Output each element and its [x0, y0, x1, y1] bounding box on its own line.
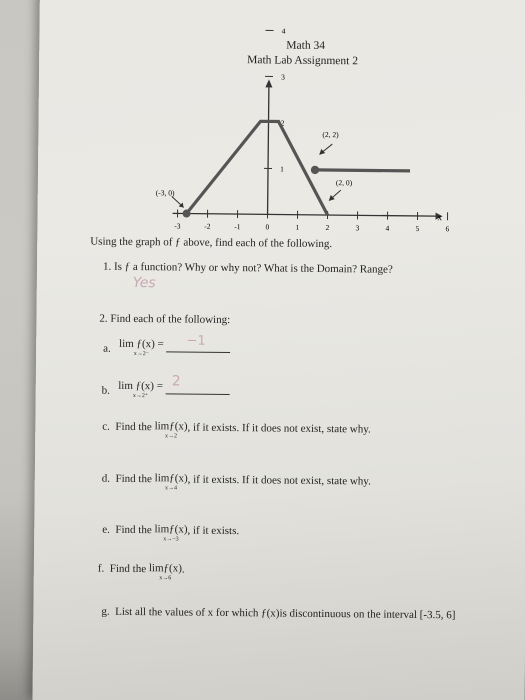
x-ticks [174, 209, 449, 233]
answer-blank [166, 373, 230, 395]
horizontal-segment [315, 170, 410, 171]
question-2 [99, 313, 230, 326]
y-tick-label: 1 [280, 164, 284, 174]
question-2b: b. lim ƒ(x) = x→2⁺ 2 [102, 381, 230, 400]
limit-expression: limƒ(x) x→2 [154, 420, 188, 440]
assignment-title: Math Lab Assignment 2 [247, 54, 359, 68]
instructions-text: Using the graph of ƒ above, find each of the following. [90, 235, 333, 251]
question-2g: g. List all the values of x for which ƒ(x)is discontinuous on the interval [-3.5, 6] [101, 605, 456, 622]
handwritten-answer-q1: Yes [132, 274, 156, 292]
label-minus3-0: (-3, 0) [155, 188, 175, 198]
x-tick-label: -2 [204, 221, 211, 231]
y-axis [264, 79, 272, 214]
x-tick-label: -3 [174, 221, 181, 231]
question-number: 2. [99, 312, 108, 325]
question-number: 1. [102, 260, 112, 273]
worksheet-page [32, 0, 525, 700]
answer-blank [166, 333, 230, 353]
function-graph [37, 0, 520, 265]
question-2a: a. lim ƒ(x) = x→2⁻ −1 [103, 339, 231, 358]
course-title: Math 34 [286, 39, 326, 52]
limit-expression: limƒ(x) x→−3 [154, 523, 188, 543]
limit-expression: lim ƒ(x) = x→2⁺ [118, 379, 164, 400]
x-tick-label: 6 [445, 224, 450, 234]
arrow-icon [319, 144, 332, 155]
y-tick-label: 4 [281, 26, 286, 36]
x-tick-label: 0 [265, 222, 270, 232]
y-tick-label: 3 [281, 72, 285, 82]
question-text: Is ƒ a function? Why or why not? What is the Domain? Range? [113, 260, 393, 276]
question-2f: f. Find the limƒ(x) x→6 . [97, 562, 185, 582]
question-text: Find each of the following: [110, 312, 231, 327]
limit-expression: limƒ(x) x→4 [154, 472, 188, 492]
x-tick-label: 2 [325, 223, 330, 233]
question-2d: d. Find the limƒ(x) x→4 , if it exists. If it does not exist, state why. [101, 472, 371, 492]
x-axis [173, 210, 443, 223]
x-tick-label: -1 [234, 222, 241, 232]
arrow-icon [329, 190, 341, 201]
label-2-2: (2, 2) [322, 129, 339, 140]
open-circle-point [311, 166, 319, 174]
x-tick-label: 1 [295, 222, 300, 232]
limit-expression: lim ƒ(x) = x→2⁻ [119, 337, 164, 358]
arrow-icon [172, 196, 184, 207]
x-tick-label: 5 [415, 223, 420, 233]
question-2e: e. Find the limƒ(x) x→−3 , if it exists. [102, 523, 240, 543]
x-axis-label: x [437, 212, 443, 223]
x-tick-label: 3 [355, 223, 360, 233]
question-2c: c. Find the limƒ(x) x→2 , if it exists. If it does not exist, state why. [102, 420, 371, 440]
y-tick-label: 2 [280, 118, 285, 128]
handwritten-answer-2b: 2 [171, 373, 181, 390]
triangle-segment [187, 118, 329, 215]
y-ticks [264, 26, 286, 173]
handwritten-answer-2a: −1 [186, 333, 206, 349]
label-2-0: (2, 0) [335, 178, 353, 188]
x-tick-label: 4 [385, 223, 390, 233]
limit-expression: limƒ(x) x→6 [148, 562, 182, 582]
question-1 [103, 261, 393, 276]
